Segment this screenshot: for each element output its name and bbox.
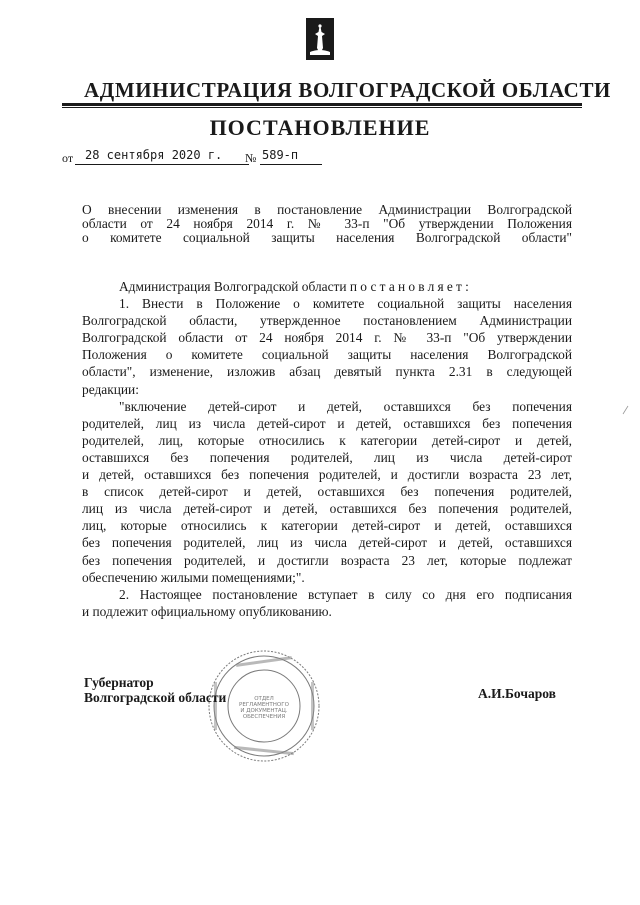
document-type-heading: ПОСТАНОВЛЕНИЕ (209, 115, 431, 140)
quote-line: без попечения родителей, и достигли возраста 23 лет, которые подлежат (82, 552, 572, 568)
svg-text:РЕГЛАМЕНТНОГО: РЕГЛАМЕНТНОГО (239, 702, 289, 708)
paragraph-1-line: 1. Внести в Положение о комитете социальной защиты населения (119, 296, 572, 312)
quote-line: оставшихся без попечения родителей, лиц из числа детей-сирот (82, 449, 572, 465)
date-prefix: от (62, 151, 74, 165)
document-number: 589-п (260, 147, 322, 165)
header-rule (62, 103, 582, 106)
svg-text:И ДОКУМЕНТАЦ.: И ДОКУМЕНТАЦ. (240, 708, 288, 714)
coat-of-arms-emblem (306, 18, 334, 60)
quote-line: лиц, которые относились к категории детей-сирот и детей, оставшихся (82, 518, 572, 534)
subject-line: О внесении изменения в постановление Администрации Волгоградской (82, 202, 572, 217)
paragraph-2-line: и подлежит официальному опубликованию. (82, 603, 332, 619)
paragraph-1-line: Волгоградской области, утвержденное постановлением Администрации (82, 313, 572, 329)
official-seal-stamp (206, 648, 322, 764)
quote-line: родителей, лиц, которые относились к категории детей-сирот и детей, (82, 432, 572, 448)
header-rule-thin (62, 107, 582, 108)
quote-line: обеспечению жилыми помещениями;". (82, 569, 305, 585)
svg-text:ОБЕСПЕЧЕНИЯ: ОБЕСПЕЧЕНИЯ (242, 714, 286, 720)
quote-line: в список детей-сирот и детей, оставшихся без попечения родителей, (82, 484, 572, 500)
paragraph-1-line: области", изменение, изложив абзац девятый пункта 2.31 в следующей (82, 364, 572, 380)
margin-pencil-mark (622, 405, 630, 415)
paragraph-1-line: Волгоградской области от 24 ноября 2014 г. № 33-п "Об утверждении (82, 330, 572, 346)
svg-text:ОТДЕЛ: ОТДЕЛ (254, 696, 274, 702)
enacting-lead: Администрация Волгоградской области (119, 279, 350, 294)
document-body (82, 278, 572, 620)
signatory-title (84, 675, 226, 705)
administration-title: АДМИНИСТРАЦИЯ ВОЛГОГРАДСКОЙ ОБЛАСТИ (84, 78, 611, 102)
enacting-clause (82, 278, 572, 295)
paragraph-1-line: Положения о комитете социальной защиты населения Волгоградской (82, 347, 572, 363)
quote-line: и детей, оставшихся без попечения родителей, и достигли возраста 23 лет, (82, 467, 572, 483)
signatory-name: А.И.Бочаров (478, 686, 556, 701)
subject-line: о комитете социальной защиты населения Волгоградской области" (82, 230, 572, 245)
document-subject (82, 203, 572, 245)
subject-line: области от 24 ноября 2014 г. № 33-п "Об утверждении Положения (82, 216, 572, 231)
enacting-word: постановляет: (349, 279, 472, 294)
quote-line: лиц из числа детей-сирот и детей, оставшихся без попечения родителей, (82, 501, 572, 517)
number-prefix: № (245, 151, 257, 165)
quote-line: родителей, лиц из числа детей-сирот и детей, оставшихся без попечения (82, 415, 572, 431)
paragraph-2-line: 2. Настоящее постановление вступает в силу со дня его подписания (119, 586, 572, 602)
quote-line: без попечения родителей, лиц из числа детей-сирот и детей, оставшихся (82, 535, 572, 551)
signatory-title-line: Волгоградской области (84, 690, 227, 705)
quote-line: "включение детей-сирот и детей, оставшихся без попечения (119, 398, 572, 414)
paragraph-1-line: редакции: (82, 381, 139, 397)
document-date: 28 сентября 2020 г. (75, 147, 249, 165)
signatory-title-line: Губернатор (84, 675, 154, 690)
